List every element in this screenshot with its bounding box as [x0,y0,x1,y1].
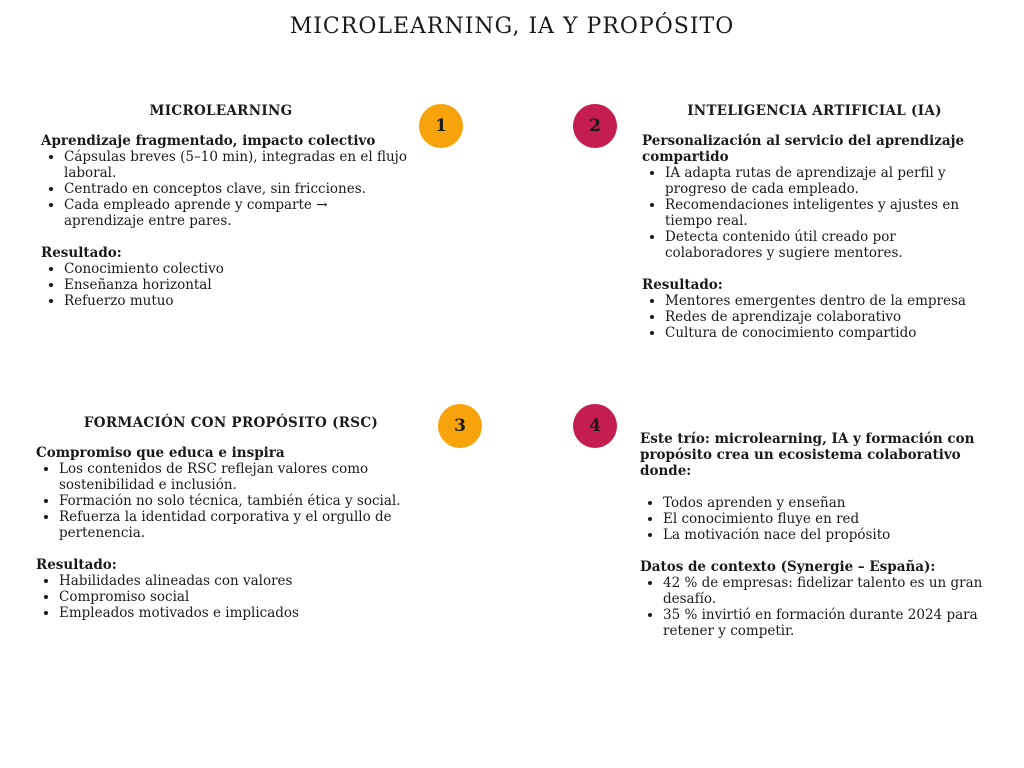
result-label: Resultado: [41,245,122,261]
list-item: • Mentores emergentes dentro de la empresa [665,293,987,309]
section-heading: INTELIGENCIA ARTIFICIAL (IA) [687,103,942,119]
list-item: • El conocimiento fluye en red [663,511,1010,527]
list-item: • Enseñanza horizontal [64,277,411,293]
section-rsc [36,415,426,621]
feature-list [642,165,987,261]
step-1-badge: 1 [419,104,463,148]
section-subtitle: Compromiso que educa e inspira [36,445,285,461]
result-label: Resultado: [642,277,723,293]
result-list [36,573,426,621]
list-item: • La motivación nace del propósito [663,527,1010,543]
list-item: • Habilidades alineadas con valores [59,573,426,589]
section-subtitle: Aprendizaje fragmentado, impacto colectivo [41,133,376,149]
list-item: • Refuerzo mutuo [64,293,411,309]
list-item: • Conocimiento colectivo [64,261,411,277]
list-item: • Detecta contenido útil creado por colaboradores y sugiere mentores. [665,229,987,261]
result-label: Resultado: [36,557,117,573]
section-subtitle: Personalización al servicio del aprendizaje compartido [642,133,965,165]
list-item: • Formación no solo técnica, también ética y social. [59,493,426,509]
step-2-badge: 2 [573,104,617,148]
list-item: • Cultura de conocimiento compartido [665,325,987,341]
list-item: • Todos aprenden y enseñan [663,495,1010,511]
section-heading: MICROLEARNING [149,103,293,119]
list-item: • Recomendaciones inteligentes y ajustes en tiempo real. [665,197,987,229]
context-list [640,575,1010,639]
list-item: • Cápsulas breves (5–10 min), integradas en el flujo laboral. [64,149,411,181]
list-item: • IA adapta rutas de aprendizaje al perfil y progreso de cada empleado. [665,165,987,197]
list-item: • Compromiso social [59,589,426,605]
list-item: • Empleados motivados e implicados [59,605,426,621]
feature-list [36,461,426,541]
feature-list [41,149,411,229]
page-title: MICROLEARNING, IA Y PROPÓSITO [289,14,735,39]
list-item: • Cada empleado aprende y comparte → aprendizaje entre pares. [64,197,411,229]
conclusion-intro: Este trío: microlearning, IA y formación con propósito crea un ecosistema colaborativo donde: [640,431,975,479]
context-label: Datos de contexto (Synergie – España): [640,559,936,575]
list-item: • Redes de aprendizaje colaborativo [665,309,987,325]
section-ia [642,103,987,341]
list-item: • Centrado en conceptos clave, sin fricciones. [64,181,411,197]
list-item: • 35 % invirtió en formación durante 2024 para retener y competir. [663,607,1010,639]
list-item: • Refuerza la identidad corporativa y el orgullo de pertenencia. [59,509,426,541]
section-microlearning [41,103,411,309]
step-3-badge: 3 [438,404,482,448]
conclusion-list [640,495,1010,543]
result-list [642,293,987,341]
section-conclusion [640,431,1010,639]
step-4-badge: 4 [573,404,617,448]
list-item: • 42 % de empresas: fidelizar talento es un gran desafío. [663,575,1010,607]
result-list [41,261,411,309]
section-heading: FORMACIÓN CON PROPÓSITO (RSC) [83,415,379,431]
list-item: • Los contenidos de RSC reflejan valores como sostenibilidad e inclusión. [59,461,426,493]
